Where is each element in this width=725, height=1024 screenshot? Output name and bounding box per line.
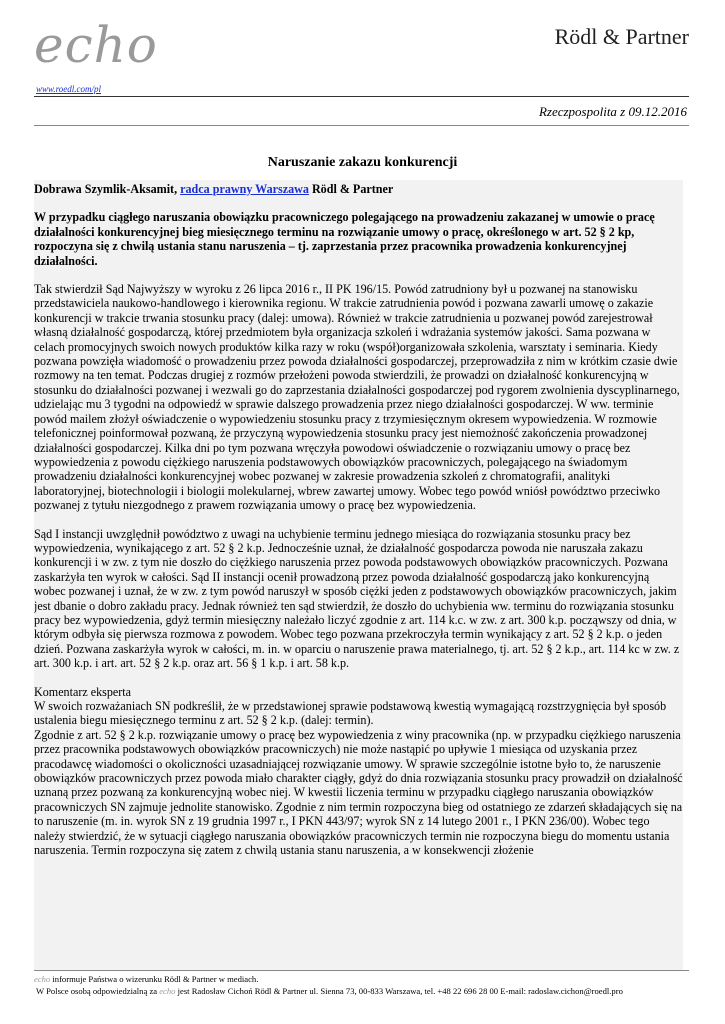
source-date: Rzeczpospolita z 09.12.2016	[538, 104, 687, 119]
article-title: Naruszanie zakazu konkurencji	[267, 155, 458, 170]
commentary-paragraph-2: Zgodnie z art. 52 § 2 k.p. rozwiązanie umowy o pracę bez wypowiedzenia z winy pracownika (np. w przypadku ciężkiego naruszenia przez pracownika podstawowych obowiązków pracowniczych) nie może nastąpić po upływie 1 miesiąca od uzyskania przez pracodawcę wiadomości o okoliczności uzasadniającej rozwiązanie umowy. W sprawie szczególnie istotne było to, że naruszenie obowiązków pracowniczych przez powoda miało charakter ciągły, gdyż do dnia rozwiązania stosunku pracy prowadził on działalność uznaną przez pozwaną za konkurencyjną wobec niej. W kwestii liczenia terminu w przypadku ciągłego naruszania obowiązków pracowniczych SN zajmuje jednolite stanowisko. Zgodnie z nim termin rozpoczyna bieg od ostatniego ze zdarzeń składających się na to naruszenie (m. in. wyrok SN z 19 grudnia 1997 r., I PKN 443/97; wyrok SN z 14 lutego 2001 r., I PKN 236/00). Wobec tego należy stwierdzić, że w sytuacji ciągłego naruszania obowiązków pracowniczych termin nie rozpoczyna biegu do momentu ustania naruszenia. Termin rozpoczyna się zatem z chwilą ustania stanu naruszenia, a w konsekwencji złożenie	[34, 727, 683, 858]
source-divider	[34, 125, 689, 126]
footer-line-1	[34, 973, 689, 985]
author-name: Dobrawa Szymlik-Aksamit,	[34, 182, 181, 196]
footer-echo-mark-2: echo	[159, 986, 176, 996]
footer-line-2-prefix: W Polsce osobą odpowiedzialną za	[36, 986, 160, 996]
footer	[34, 970, 689, 997]
author-role-link[interactable]: radca prawny Warszawa	[180, 182, 309, 196]
footer-echo-mark: echo	[34, 974, 51, 984]
commentary-paragraph-1: W swoich rozważaniach SN podkreślił, że w przedstawionej sprawie podstawową kwestią wymagającą rozstrzygnięcia był sposób ustalenia biegu miesięcznego terminu z art. 52 § 2 k.p. (dalej: termin).	[34, 699, 667, 728]
paragraph-1: Tak stwierdził Sąd Najwyższy w wyroku z 26 lipca 2016 r., II PK 196/15. Powód zatrudniony był u pozwanej na stanowisku przedstawiciela naukowo-handlowego i kierownika regionu. W trakcie zatrudnienia powód i pozwana zawarli umowę o zakazie konkurencji w trakcie trwania stosunku pracy (dalej: umowa). Również w trakcie zatrudnienia u pozwanej powód zarejestrował własną działalność gospodarczą, której przedmiotem była organizacja szkoleń i wdrażania systemów jakości. Sama pozwana w celach promocyjnych swoich nowych produktów kilka razy w roku (współ)organizowała szkolenia, warsztaty i seminaria. Kiedy pozwana powzięła wiadomość o prowadzeniu przez powoda działalności gospodarczej, przeprowadziła z nim w krótkim czasie dwie rozmowy na ten temat. Podczas drugiej z rozmów przełożeni powoda stwierdzili, że prowadzi on działalność konkurencyjną w stosunku do działalności pozwanej i wezwali go do zaprzestania działalności gospodarczej pod rygorem zwolnienia dyscyplinarnego, udzielając mu 3 tygodni na odpowiedź w sprawie dalszego prowadzenia przez niego działalności gospodarczej. W ww. terminie powód mailem złożył oświadczenie o wypowiedzeniu stosunku pracy z trzymiesięcznym okresem wypowiedzenia. W rozmowie telefonicznej poinformował pozwaną, że przyczyną wypowiedzenia stosunku pracy jest niemożność zakończenia prowadzonej działalności gospodarczej. Kilka dni po tym pozwana wręczyła powodowi oświadczenie o rozwiązaniu umowy o pracę bez wypowiedzenia z powodu ciężkiego naruszenia podstawowych obowiązków pracowniczych, polegającego na świadomym prowadzeniu działalności konkurencyjnej wobec pozwanej w zakresie prowadzenia szkoleń z chromatografii, analityki laboratoryjnej, biotechnologii i biologii molekularnej, wbrew zawartej umowy. Wobec tego powód wniósł powództwo przeciwko pozwanej z tytułu niezgodnego z prawem rozwiązania umowy o pracę bez wypowiedzenia.	[34, 282, 680, 513]
brand-name: Rödl & Partner	[554, 24, 689, 49]
paragraph-2: Sąd I instancji uwzględnił powództwo z uwagi na uchybienie terminu jednego miesiąca do rozwiązania stosunku pracy bez wypowiedzenia, wynikającego z art. 52 § 2 k.p. Jednocześnie uznał, że działalność gospodarcza powoda nie naruszała zakazu konkurencji i w zw. z tym nie doszło do ciężkiego naruszenia przez powoda podstawowych obowiązków pracowniczych. Pozwana zaskarżyła ten wyrok w całości. Sąd II instancji ocenił prowadzoną przez powoda działalność gospodarczą jako konkurencyjną wobec pozwanej i uznał, że w zw. z tym powód naruszył w sposób ciężki jeden z podstawowych obowiązków pracowniczych, jakim jest dbanie o dobro zakładu pracy. Jednak również ten sąd stwierdził, że doszło do uchybienia ww. terminu do rozwiązania stosunku pracy bez wypowiedzenia, gdyż termin miesięczny należało liczyć zgodnie z art. 114 k.c. w zw. z art. 300 k.p. począwszy od dnia, w którym odbyła się pierwsza rozmowa z powodem. Wobec tego pozwana przekroczyła termin wynikający z art. 52 § 2 k.p. o jeden dzień. Pozwana zaskarżyła wyrok w całości, m. in. w oparciu o naruszenie prawa materialnego, tj. art. 52 § 2 k.p., art. 114 kc w zw. z art. 300 k.p. i art. art. 52 § 2 k.p. oraz art. 56 § 1 k.p. i art. 58 k.p.	[34, 526, 680, 671]
echo-logo: echo	[34, 16, 158, 74]
footer-line-2-text: jest Radosław Cichoń Rödl & Partner ul. Sienna 73, 00-833 Warszawa, tel. +48 22 696 28 00 E-mail: radoslaw.cichon@roedl.pro	[175, 986, 623, 996]
website-link[interactable]: www.roedl.com/pl	[36, 84, 101, 94]
commentary-heading: Komentarz eksperta	[34, 684, 132, 699]
author-line	[34, 180, 683, 196]
footer-line-1-text: informuje Państwa o wizerunku Rödl & Partner w mediach.	[50, 974, 259, 984]
lead-paragraph: W przypadku ciągłego naruszania obowiązku pracowniczego polegającego na prowadzeniu zakazanej w umowie o pracę działalności konkurencyjnej bieg miesięcznego terminu na rozwiązanie umowy o pracę, określonego w art. 52 § 2 kp, rozpoczyna się z chwilą ustania stanu naruszenia – tj. zaprzestania przez pracownika prowadzenia konkurencyjnej działalności.	[34, 210, 655, 268]
footer-line-2	[34, 985, 689, 997]
author-firm: Rödl & Partner	[308, 182, 394, 196]
header-divider	[34, 96, 689, 97]
article-body	[34, 180, 683, 970]
